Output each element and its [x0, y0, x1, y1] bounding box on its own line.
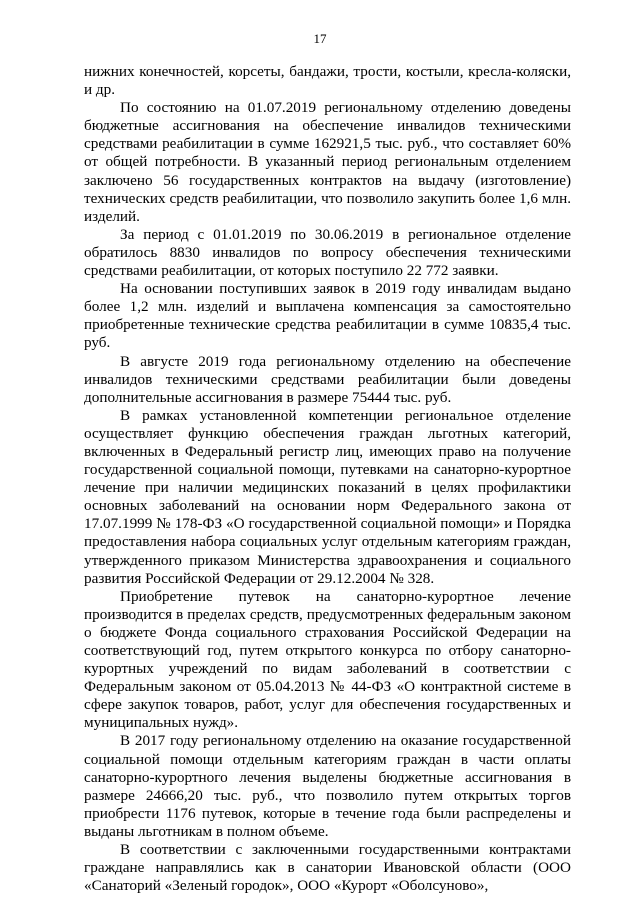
page-number: 17 [313, 31, 327, 46]
paragraph-additional-allocations: В августе 2019 года региональному отделению на обеспечение инвалидов техническими средствами реабилитации были доведены дополнительные ассигнования в размере 75444 тыс. руб. [84, 352, 571, 406]
paragraph-continuation: нижних конечностей, корсеты, бандажи, трости, костыли, кресла-коляски, и др. [84, 63, 571, 99]
paragraph-competence: В рамках установленной компетенции региональное отделение осуществляет функцию обеспечения граждан льготных категорий, включенных в Федеральный регистр лиц, имеющих право на получение государственной социальной помощи, путевками на санаторно-курортное лечение при наличии медицинских показаний в целях профилактики основных заболеваний на основании норм Федерального закона от 17.07.1999 № 178-ФЗ «О государственной социальной помощи» и Порядка предоставления набора социальных услуг отдельным категориям граждан, утвержденного приказом Министерства здравоохранения и социального развития Российской Федерации от 29.12.2004 № 328. [84, 406, 571, 587]
document-body [84, 63, 571, 895]
paragraph-budget-allocations: По состоянию на 01.07.2019 региональному отделению доведены бюджетные ассигнования на обеспечение инвалидов техническими средствами реабилитации в сумме 162921,5 тыс. руб., что составляет 60% от общей потребности. В указанный период региональным отделением заключено 56 государственных контрактов на выдачу (изготовление) технических средств реабилитации, что позволило закупить более 1,6 млн. изделий. [84, 99, 571, 225]
paragraph-vouchers-purchase: Приобретение путевок на санаторно-курортное лечение производится в пределах средств, предусмотренных федеральным законом о бюджете Фонда социального страхования Российской Федерации на соответствующий год, путем открытого конкурса по отбору санаторно-курортных учреждений по видам заболеваний в соответствии с Федеральным законом от 05.04.2013 № 44-ФЗ «О контрактной системе в сфере закупок товаров, работ, услуг для обеспечения государственных и муниципальных нужд». [84, 587, 571, 732]
paragraph-2017-allocations: В 2017 году региональному отделению на оказание государственной социальной помощи отдельным категориям граждан в части оплаты санаторно-курортного лечения выделены бюджетные ассигнования в размере 24666,20 тыс. руб., что позволило путем открытых торгов приобрести 1176 путевок, которые в течение года были распределены и выданы льготникам в полном объеме. [84, 732, 571, 840]
paragraph-contracts: В соответствии с заключенными государственными контрактами граждане направлялись как в санатории Ивановской области (ООО «Санаторий «Зеленый городок», ООО «Курорт «Оболсуново», [84, 841, 571, 895]
paragraph-items-issued: На основании поступивших заявок в 2019 году инвалидам выдано более 1,2 млн. изделий и выплачена компенсация за самостоятельно приобретенные технические средства реабилитации в сумме 10835,4 тыс. руб. [84, 280, 571, 352]
paragraph-applications: За период с 01.01.2019 по 30.06.2019 в региональное отделение обратилось 8830 инвалидов по вопросу обеспечения техническими средствами реабилитации, от которых поступило 22 772 заявки. [84, 225, 571, 280]
